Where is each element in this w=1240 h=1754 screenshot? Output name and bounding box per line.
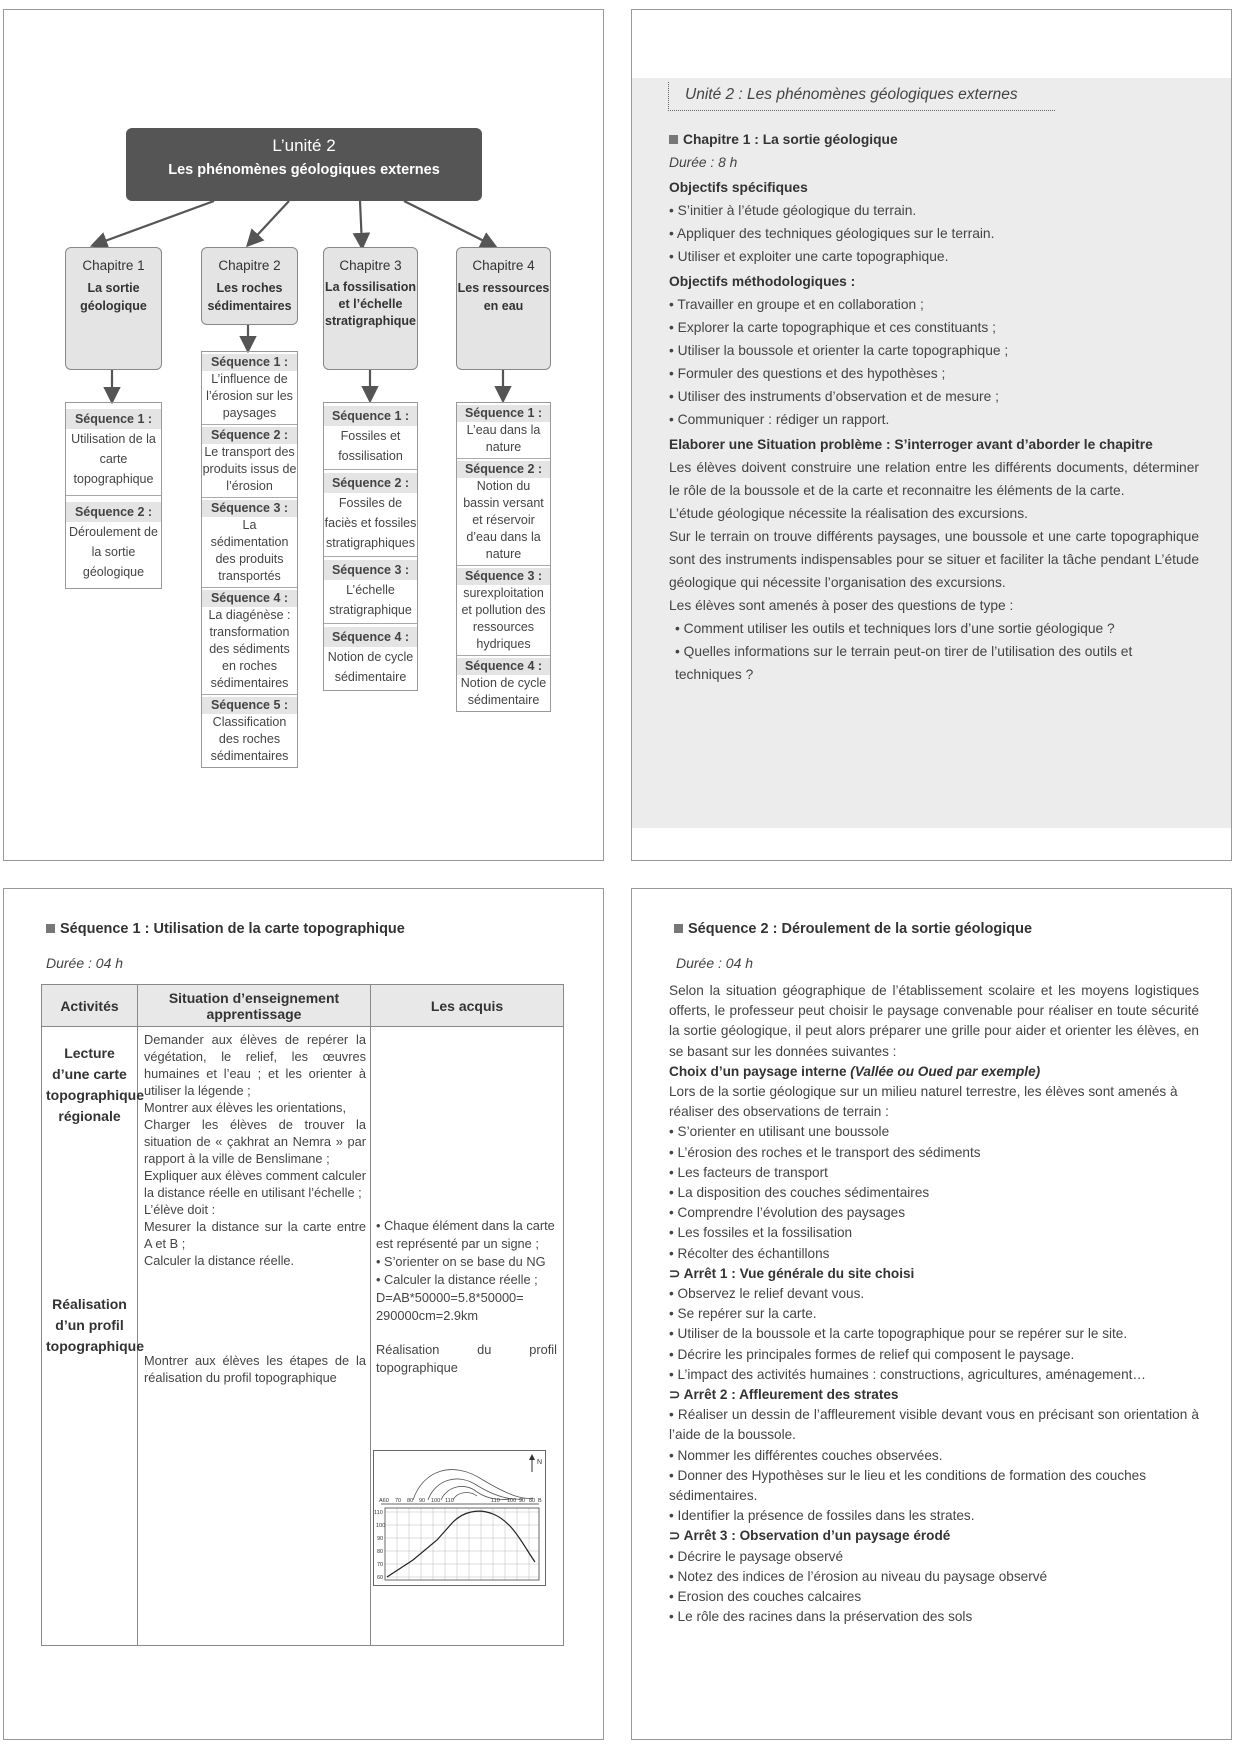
sequence-head: Séquence 1 :	[66, 409, 161, 429]
objective-item: • Utiliser et exploiter une carte topographique.	[669, 249, 949, 264]
header-activities: Activités	[42, 985, 138, 1027]
observation-item: • Les fossiles et la fossilisation	[669, 1225, 853, 1241]
sequence-item	[457, 459, 550, 566]
table-row	[42, 1027, 564, 1646]
sequence-head: Séquence 2 :	[324, 473, 417, 493]
stop-item: • Se repérer sur la carte.	[669, 1306, 817, 1322]
chapter-2-sequences	[201, 351, 298, 768]
stop-item: • L’impact des activités humaines : constructions, agricultures, aménagement…	[669, 1366, 1146, 1382]
situation-line: L’élève doit :	[144, 1202, 216, 1217]
objectives-method-title: Objectifs méthodologiques :	[669, 274, 856, 289]
chapter-3-box	[323, 247, 418, 370]
situation-line: Expliquer aux élèves comment calculer la distance réelle en utilisant l’échelle ;	[144, 1168, 366, 1200]
stop-item: • Utiliser de la boussole et la carte topographique pour se repérer sur le site.	[669, 1326, 1128, 1342]
north-label: N	[537, 1459, 543, 1466]
objective-item: • Explorer la carte topographique et ces constituants ;	[669, 320, 996, 335]
stop-item: • Notez des indices de l’érosion au niveau du paysage observé	[669, 1568, 1048, 1584]
observation-item: • Les facteurs de transport	[669, 1164, 828, 1180]
acquis-item: • Calculer la distance réelle ;	[376, 1272, 538, 1287]
duration: Durée : 04 h	[676, 955, 754, 971]
objective-item: • Appliquer des techniques géologiques sur le terrain.	[669, 226, 995, 241]
situation-line: Montrer aux élèves les orientations,	[144, 1100, 347, 1115]
sequence-item	[202, 425, 297, 498]
unit-title-box	[126, 128, 482, 201]
svg-text:80: 80	[377, 1549, 384, 1555]
question-item: • Comment utiliser les outils et techniques lors d’une sortie géologique ?	[675, 621, 1115, 636]
stop-item: • Donner des Hypothèses sur le lieu et les conditions de formation des couches sédimentaires.	[669, 1467, 1147, 1504]
square-bullet-icon	[674, 924, 683, 933]
svg-text:100: 100	[507, 1498, 517, 1504]
situation-line: Demander aux élèves de repérer la végétation, le relief, les œuvres humaines et l’eau ; et les orienter à utiliser la légende ;	[144, 1032, 366, 1098]
chapter-subject: Les roches sédimentaires	[207, 281, 292, 313]
stop-item: • Décrire les principales formes de relief qui composent le paysage.	[669, 1346, 1075, 1362]
situation-cell	[138, 1027, 371, 1646]
sequence-body: L’influence de l’érosion sur les paysages	[206, 372, 293, 420]
sequence-body: surexploitation et pollution des ressources hydriques	[461, 586, 546, 651]
table-header-row	[42, 985, 564, 1027]
objective-item: • Utiliser la boussole et orienter la carte topographique ;	[669, 343, 1009, 358]
duration: Durée : 8 h	[669, 155, 738, 170]
chapter-title: Chapitre 3	[339, 258, 402, 273]
objective-item: • Utiliser des instruments d’observation et de mesure ;	[669, 389, 999, 404]
chapter-subject: La fossilisation et l’échelle stratigraphique	[325, 280, 416, 328]
objective-item: • Communiquer : rédiger un rapport.	[669, 412, 890, 427]
sequence-body: Utilisation de la carte topographique	[71, 432, 156, 486]
sequence-body: Déroulement de la sortie géologique	[69, 525, 158, 579]
paragraph: Sur le terrain on trouve différents paysages, une boussole et une carte topographique sont des instruments indispensables pour se situer et faciliter la tâche pendant L’étude géologique qui nécessite l’organisation des excursions.	[669, 529, 1199, 590]
svg-text:90: 90	[377, 1536, 384, 1542]
sequence-title-row	[674, 921, 1032, 937]
svg-text:90: 90	[519, 1498, 526, 1504]
svg-text:60: 60	[377, 1575, 384, 1581]
sequence-head: Séquence 4 :	[202, 590, 297, 607]
sequence-head: Séquence 1 :	[324, 406, 417, 426]
objective-item: • Formuler des questions et des hypothèses ;	[669, 366, 946, 381]
objectives-specific-title: Objectifs spécifiques	[669, 180, 808, 195]
observation-item: • La disposition des couches sédimentaires	[669, 1185, 930, 1201]
situation-text	[144, 1031, 366, 1269]
duration: Durée : 04 h	[46, 955, 124, 971]
page-sequence-1	[3, 888, 604, 1740]
svg-text:110: 110	[491, 1498, 500, 1504]
svg-text:A60: A60	[379, 1498, 389, 1504]
sequence-head: Séquence 2 :	[457, 461, 550, 478]
situation-line: Calculer la distance réelle.	[144, 1253, 295, 1268]
sequence-item	[66, 403, 161, 496]
unit-header: Unité 2 : Les phénomènes géologiques externes	[668, 82, 1055, 111]
sequence-head: Séquence 2 :	[66, 502, 161, 522]
unit-subtitle: Les phénomènes géologiques externes	[168, 162, 440, 178]
acquis-cell	[371, 1027, 564, 1646]
acquis-item: • Chaque élément dans la carte est représenté par un signe ;	[376, 1218, 555, 1251]
unit-title: L’unité 2	[272, 136, 336, 155]
svg-text:110: 110	[374, 1510, 383, 1516]
acquis-profile: Réalisation du profil topographique	[376, 1342, 557, 1375]
sequence-head: Séquence 3 :	[324, 560, 417, 580]
sequence-head: Séquence 4 :	[457, 658, 550, 675]
stop-3-title: ⊃ Arrêt 3 : Observation d’un paysage érodé	[669, 1528, 951, 1544]
chapter-subject: La sortie géologique	[80, 281, 147, 313]
stop-item: • Observez le relief devant vous.	[669, 1286, 865, 1302]
sequence-item	[324, 557, 417, 624]
sequence-item	[457, 656, 550, 711]
sequence-body: Notion du bassin versant et réservoir d’eau dans la nature	[463, 479, 544, 561]
sequence-item	[324, 624, 417, 690]
chapter-1-content	[669, 128, 1199, 686]
sequence-2-content	[669, 981, 1199, 1628]
square-bullet-icon	[46, 924, 55, 933]
question-item: • Quelles informations sur le terrain peut-on tirer de l’utilisation des outils et techniques ?	[675, 644, 1133, 682]
sequence-head: Séquence 2 :	[202, 427, 297, 444]
sequence-body: Fossiles de faciès et fossiles stratigraphiques	[324, 496, 417, 550]
header-situation: Situation d’enseignement apprentissage	[138, 985, 371, 1027]
formula: D=AB*50000=5.8*50000= 290000cm=2.9km	[376, 1290, 524, 1323]
topographic-profile-figure	[373, 1450, 546, 1586]
sequence-body: L’eau dans la nature	[466, 423, 541, 454]
page-concept-map	[3, 9, 604, 861]
sequence-body: Fossiles et fossilisation	[338, 429, 403, 463]
situation-line: Charger les élèves de trouver la situation de « çakhrat an Nemra » par rapport à la ville de Benslimane ;	[144, 1117, 366, 1166]
sequence-title: Séquence 1 : Utilisation de la carte topographique	[60, 921, 405, 937]
situation-line: Mesurer la distance sur la carte entre A et B ;	[144, 1219, 366, 1251]
situation-profile: Montrer aux élèves les étapes de la réalisation du profil topographique	[144, 1353, 366, 1385]
objective-item: • S’initier à l’étude géologique du terrain.	[669, 203, 917, 218]
chapter-title: Chapitre 1	[82, 258, 145, 273]
sequence-body: L’échelle stratigraphique	[329, 583, 412, 617]
activity-2: Réalisation d’un profil topographique	[46, 1296, 144, 1354]
sequence-item	[202, 695, 297, 767]
sequence-body: Le transport des produits issus de l’érosion	[202, 445, 297, 493]
sequence-body: La diagénèse : transformation des sédiments en roches sédimentaires	[208, 608, 291, 690]
sequence-body: Notion de cycle sédimentaire	[460, 676, 547, 707]
chapter-4-box	[456, 247, 551, 370]
acquis-text	[376, 1217, 557, 1377]
observation-item: • Comprendre l’évolution des paysages	[669, 1205, 905, 1221]
choice-italic: (Vallée ou Oued par exemple)	[850, 1063, 1041, 1079]
sequence-item	[324, 470, 417, 557]
situation-title: Elaborer une Situation problème : S’interroger avant d’aborder le chapitre	[669, 437, 1153, 452]
observation-item: • L’érosion des roches et le transport des sédiments	[669, 1144, 981, 1160]
sequence-body: Notion de cycle sédimentaire	[327, 650, 414, 684]
sequence-head: Séquence 1 :	[202, 354, 297, 371]
paragraph: Les élèves sont amenés à poser des questions de type :	[669, 598, 1014, 613]
sequence-head: Séquence 1 :	[457, 405, 550, 422]
svg-text:70: 70	[395, 1498, 402, 1504]
sequence-head: Séquence 3 :	[202, 500, 297, 517]
stop-1-title: ⊃ Arrêt 1 : Vue générale du site choisi	[669, 1265, 915, 1281]
sequence-table	[41, 984, 564, 1646]
header-acquis: Les acquis	[371, 985, 564, 1027]
figure-frame	[374, 1451, 546, 1586]
svg-text:100: 100	[431, 1498, 441, 1504]
page-chapter-1	[631, 9, 1232, 861]
paragraph: Les élèves doivent construire une relation entre les différents documents, déterminer le rôle de la boussole et de la carte et reconnaitre les éléments de la carte.	[669, 460, 1199, 498]
svg-text:110: 110	[445, 1498, 454, 1504]
stop-item: • Le rôle des racines dans la préservation des sols	[669, 1609, 973, 1625]
chapter-2-box	[201, 247, 298, 325]
objective-item: • Travailler en groupe et en collaboration ;	[669, 297, 924, 312]
intro-paragraph: Selon la situation géographique de l’établissement scolaire et les moyens logistiques offerts, le professeur peut choisir le paysage convenable pour réaliser en toute sécurité la sortie géologique, il peut alors préparer une grille pour aider et orienter les élèves, en se basant sur les données suivantes :	[669, 983, 1199, 1059]
sequence-item	[202, 588, 297, 695]
paragraph: L’étude géologique nécessite la réalisation des excursions.	[669, 506, 1028, 521]
sequence-head: Séquence 4 :	[324, 627, 417, 647]
chapter-1-sequences	[65, 402, 162, 589]
stop-2-title: ⊃ Arrêt 2 : Affleurement des strates	[669, 1387, 899, 1403]
svg-text:B: B	[538, 1498, 542, 1504]
stop-item: • Nommer les différentes couches observées.	[669, 1447, 943, 1463]
svg-text:90: 90	[419, 1498, 426, 1504]
observation-item: • S’orienter en utilisant une boussole	[669, 1124, 890, 1140]
stop-item: • Identifier la présence de fossiles dans les strates.	[669, 1508, 975, 1524]
svg-text:100: 100	[376, 1523, 386, 1529]
svg-text:80: 80	[407, 1498, 414, 1504]
sequence-item	[324, 403, 417, 470]
activities-cell	[42, 1027, 144, 1646]
sequence-body: La sédimentation des produits transportés	[210, 518, 289, 583]
chapter-title: Chapitre 1 : La sortie géologique	[683, 132, 898, 147]
svg-text:80: 80	[529, 1498, 536, 1504]
chapter-title: Chapitre 2	[218, 258, 281, 273]
stop-item: • Réaliser un dessin de l’affleurement visible devant vous en précisant son orientation à l’aide de la boussole.	[669, 1407, 1199, 1443]
sequence-item	[457, 403, 550, 459]
chapter-subject: Les ressources en eau	[457, 281, 550, 313]
choice-text: Lors de la sortie géologique sur un milieu naturel terrestre, les élèves sont amenés à réaliser des observations de terrain :	[669, 1084, 1178, 1120]
sequence-item	[202, 352, 297, 425]
choice-bold: Choix d’un paysage interne	[669, 1063, 847, 1079]
chapter-4-sequences	[456, 402, 551, 712]
sequence-title: Séquence 2 : Déroulement de la sortie géologique	[688, 921, 1033, 937]
choice-line	[669, 1062, 1199, 1082]
svg-text:70: 70	[377, 1562, 384, 1568]
square-bullet-icon	[669, 135, 678, 144]
acquis-item: • S’orienter on se base du NG	[376, 1254, 546, 1269]
chapter-3-sequences	[323, 402, 418, 691]
sequence-item	[202, 498, 297, 588]
stop-item: • Erosion des couches calcaires	[669, 1589, 862, 1605]
sequence-title-row	[46, 921, 405, 937]
sequence-head: Séquence 3 :	[457, 568, 550, 585]
stop-item: • Décrire le paysage observé	[669, 1548, 844, 1564]
sequence-body: Classification des roches sédimentaires	[210, 715, 289, 763]
page-sequence-2	[631, 888, 1232, 1740]
chapter-title: Chapitre 4	[472, 258, 535, 273]
sequence-item	[457, 566, 550, 656]
activity-1: Lecture d’une carte topographique régionale	[46, 1045, 144, 1124]
sequence-item	[66, 496, 161, 588]
chapter-1-box	[65, 247, 162, 370]
observation-item: • Récolter des échantillons	[669, 1245, 830, 1261]
sequence-head: Séquence 5 :	[202, 697, 297, 714]
